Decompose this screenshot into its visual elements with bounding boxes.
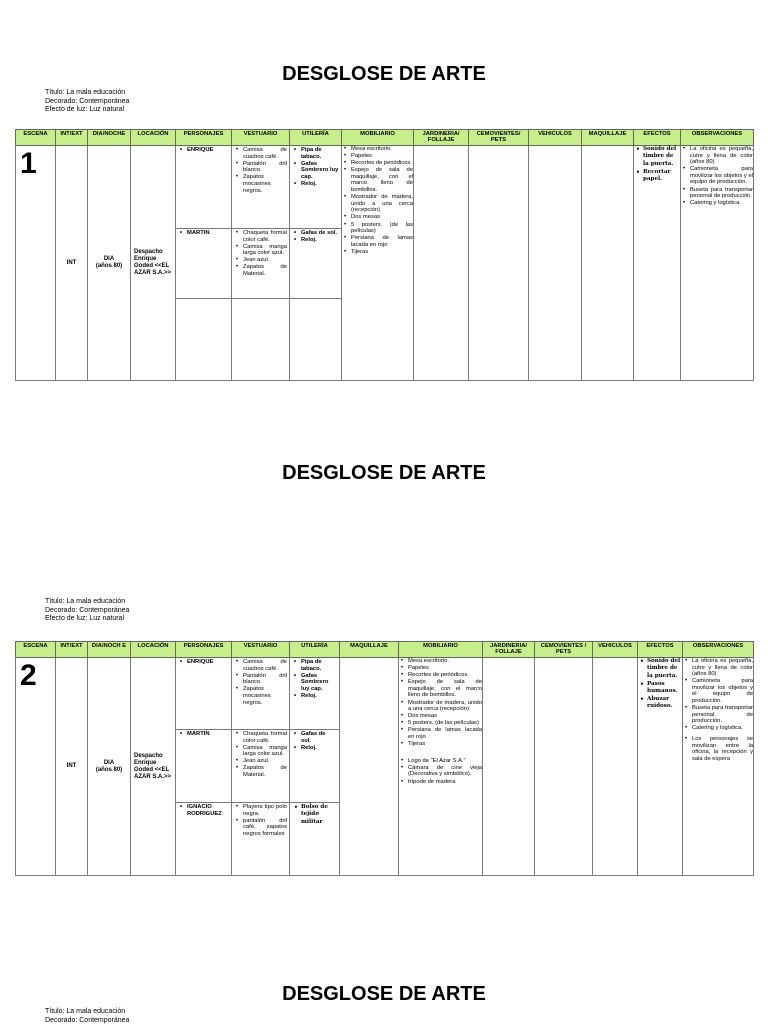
location: Despacho Enrique Goded <<EL AZAR S.A.>> (131, 658, 176, 876)
makeup-cell (582, 146, 634, 381)
meta-light: Efecto de luz: Luz natural (45, 106, 129, 115)
script-meta (45, 89, 129, 115)
prop-item: • Reloj. (301, 181, 339, 188)
prop-item: • Bolso de tejido militar (301, 804, 337, 826)
col-header: PERSONAJES (176, 130, 232, 146)
furniture-cell (342, 146, 414, 381)
col-header: MOBILIARIO (342, 130, 414, 146)
meta-light: Efecto de luz: Luz natural (45, 615, 129, 624)
header-row (16, 130, 754, 146)
col-header: EFECTOS (638, 642, 683, 658)
meta-set: Decorado: Contemporánea (45, 98, 129, 107)
garden-cell (483, 658, 535, 876)
furniture-item: • Persiana de lamas lacada en rojo (351, 235, 413, 248)
day-night: DIA (años 80) (88, 658, 131, 876)
day-night: DIA (años 80) (88, 146, 131, 381)
furniture-item: • Persiana de lamas lacada en rojo (408, 727, 482, 740)
breakdown-table-scene-1 (15, 129, 754, 381)
wardrobe-item: • Pantalón dril blanco. (243, 161, 287, 174)
wardrobe-cell (232, 658, 290, 876)
effect-item: • Sonido del timbre de la puerta. (647, 658, 682, 680)
col-header: VEHICULOS (529, 130, 582, 146)
effect-item: • Recortar papel. (643, 169, 680, 184)
col-header: PERSONAJES (176, 642, 232, 658)
furniture-item: • Tijeras (408, 741, 482, 748)
meta-set: Decorado: Contemporánea (45, 1017, 129, 1025)
page-title: DESGLOSE DE ARTE (0, 462, 768, 485)
col-header: UTILERÍA (290, 130, 342, 146)
col-header: VEHICULOS (593, 642, 638, 658)
wardrobe-item: • Chaqueta formal color café. (243, 230, 287, 243)
wardrobe-item: • Jean azul. (243, 758, 287, 765)
int-ext: INT (56, 146, 88, 381)
meta-title: Título: La mala educación (45, 598, 129, 607)
int-ext: INT (56, 658, 88, 876)
furniture-item: • Papeles (351, 153, 413, 160)
col-header: JARDINERIA/ FOLLAJE (483, 642, 535, 658)
wardrobe-cell (232, 146, 290, 381)
observation-item: • La oficina es pequeña, cutre y llena de color (años 80) (690, 146, 753, 166)
effect-item: • Abuzar ruidoso. (647, 696, 682, 711)
props-cell (290, 658, 340, 876)
col-header: VESTUARIO (232, 130, 290, 146)
col-header: JARDINERIA/ FOLLAJE (414, 130, 469, 146)
wardrobe-item: • Camisa manga larga color azul. (243, 244, 287, 257)
furniture-item: • Espejo de sala de maquillaje, con el marco lleno de bombillos. (408, 679, 482, 699)
prop-item: • Reloj. (301, 693, 337, 700)
prop-item: • Reloj. (301, 237, 339, 244)
furniture-item: • Recortes de periódicos. (351, 160, 413, 167)
observation-item: • Camioneta para movilizar los objetos y el equipo de producción. (690, 166, 753, 186)
prop-item: • Gafas de sol. (301, 230, 339, 237)
characters-cell (176, 658, 232, 876)
observation-item: • Los personajes se movilizan entre la oficina, la recepción y sala de espera (692, 736, 753, 762)
observation-item: • La oficina es pequeña, cutre y llena de color (años 80) (692, 658, 753, 678)
location: Despacho Enrique Goded <<EL AZAR S.A.>> (131, 146, 176, 381)
effect-item: • Sonido del timbre de la puerta. (643, 146, 680, 168)
col-header: CEMOVIENTES / PETS (535, 642, 593, 658)
wardrobe-item: • Pantalón dril blanco. (243, 673, 287, 686)
prop-item: • Gafas Sombrero luy cap. (301, 673, 337, 693)
makeup-cell (340, 658, 399, 876)
col-header: VESTUARIO (232, 642, 290, 658)
furniture-item: • Mesa escritorio. (351, 146, 413, 153)
col-header: DIA/NOCHE (88, 130, 131, 146)
col-header: INT/EXT (56, 642, 88, 658)
scene-number: 2 (16, 658, 56, 876)
furniture-item: • Dos mesas (351, 214, 413, 221)
col-header: DIA/NOCH E (88, 642, 131, 658)
page-title: DESGLOSE DE ARTE (0, 983, 768, 1006)
wardrobe-item: • Jean azul. (243, 257, 287, 264)
meta-set: Decorado: Contemporánea (45, 607, 129, 616)
furniture-item: • 5 posters. (de las películas) (351, 222, 413, 235)
col-header: EFECTOS (634, 130, 681, 146)
wardrobe-item: • Zapatos de Material. (243, 264, 287, 277)
effects-cell (638, 658, 683, 876)
wardrobe-item: • Zapatos mocasines negros. (243, 174, 287, 194)
scene-number: 1 (16, 146, 56, 381)
wardrobe-item: • Chaqueta formal color café. (243, 731, 287, 744)
characters-cell (176, 146, 232, 381)
wardrobe-item: • Zapatos de Material. (243, 765, 287, 778)
furniture-item: • Dos mesas (408, 713, 482, 720)
vehicles-cell (529, 146, 582, 381)
furniture-cell (399, 658, 483, 876)
wardrobe-item: • Camisa manga larga color azul. (243, 745, 287, 758)
garden-cell (414, 146, 469, 381)
furniture-item: • trípode de madera (408, 779, 482, 786)
effects-cell (634, 146, 681, 381)
furniture-item: • Cámara de cine vieja (Decorativa y simbólico). (408, 765, 482, 778)
furniture-item: • Espejo de sala de maquillaje, con el marco lleno de bombillos. (351, 167, 413, 193)
col-header: LOCACIÓN (131, 130, 176, 146)
character-name: • ENRIQUE (187, 659, 229, 666)
pets-cell (535, 658, 593, 876)
col-header: MOBILIARIO (399, 642, 483, 658)
wardrobe-item: • pantalón dril café, zapatos negros formales (243, 818, 287, 838)
character-name: • ENRIQUE (187, 147, 229, 154)
furniture-item: • Mostrador de madera, unido a una cerca (recepción) (351, 194, 413, 214)
col-header: OBSERVACIONES (683, 642, 754, 658)
furniture-item: • Mesa escritorio. (408, 658, 482, 665)
character-name: • IGNACIO RODRIGUEZ (187, 804, 229, 817)
table-row (16, 146, 754, 381)
wardrobe-item: • Camisa de cuadros café. (243, 659, 287, 672)
prop-item: • Gafas de sol. (301, 731, 337, 744)
effect-item: • Pasos humanos. (647, 681, 682, 696)
observations-cell (681, 146, 754, 381)
col-header: CEMOVIENTES/ PETS (469, 130, 529, 146)
observation-item: • Buseta para transportar personal de producción. (692, 705, 753, 725)
prop-item: • Pipa de tabaco. (301, 147, 339, 160)
wardrobe-item: • Playera tipo polo negra. (243, 804, 287, 817)
furniture-item: • Papeles (408, 665, 482, 672)
meta-title: Título: La mala educación (45, 89, 129, 98)
script-meta (45, 598, 129, 624)
observations-cell (683, 658, 754, 876)
col-header: UTILERÍA (290, 642, 340, 658)
script-meta (45, 1008, 129, 1025)
header-row (16, 642, 754, 658)
furniture-item: • Mostrador de madera, unido a una cerca (recepción) (408, 700, 482, 713)
table-row (16, 658, 754, 876)
col-header: INT/EXT (56, 130, 88, 146)
observation-item: • Camioneta para movilizar los objetos y el equipo de producción. (692, 678, 753, 704)
furniture-item: • Recortes de periódicos. (408, 672, 482, 679)
observation-item: • Buseta para transportar personal de producción. (690, 187, 753, 200)
furniture-item: • 5 posters. (de las películas) (408, 720, 482, 727)
breakdown-table-scene-2 (15, 641, 754, 876)
vehicles-cell (593, 658, 638, 876)
character-name: • MARTIN (187, 731, 229, 738)
prop-item: • Gafas Sombrero luy cap. (301, 161, 339, 181)
col-header: ESCENA (16, 130, 56, 146)
wardrobe-item: • Zapatos mocasines negros. (243, 686, 287, 706)
col-header: MAQUILLAJE (340, 642, 399, 658)
pets-cell (469, 146, 529, 381)
col-header: MAQUILLAJE (582, 130, 634, 146)
prop-item: • Reloj. (301, 745, 337, 752)
furniture-item: • Logo de "El Azar S.A." (408, 758, 482, 765)
prop-item: • Pipa de tabaco. (301, 659, 337, 672)
col-header: OBSERVACIONES (681, 130, 754, 146)
col-header: ESCENA (16, 642, 56, 658)
page-title: DESGLOSE DE ARTE (0, 63, 768, 86)
props-cell (290, 146, 342, 381)
meta-title: Título: La mala educación (45, 1008, 129, 1017)
observation-item: • Catering y logística. (690, 200, 753, 207)
wardrobe-item: • Camisa de cuadros café. (243, 147, 287, 160)
col-header: LOCACIÓN (131, 642, 176, 658)
character-name: • MARTIN (187, 230, 229, 237)
furniture-item: • Tijeras (351, 249, 413, 256)
observation-item: • Catering y logística. (692, 725, 753, 732)
